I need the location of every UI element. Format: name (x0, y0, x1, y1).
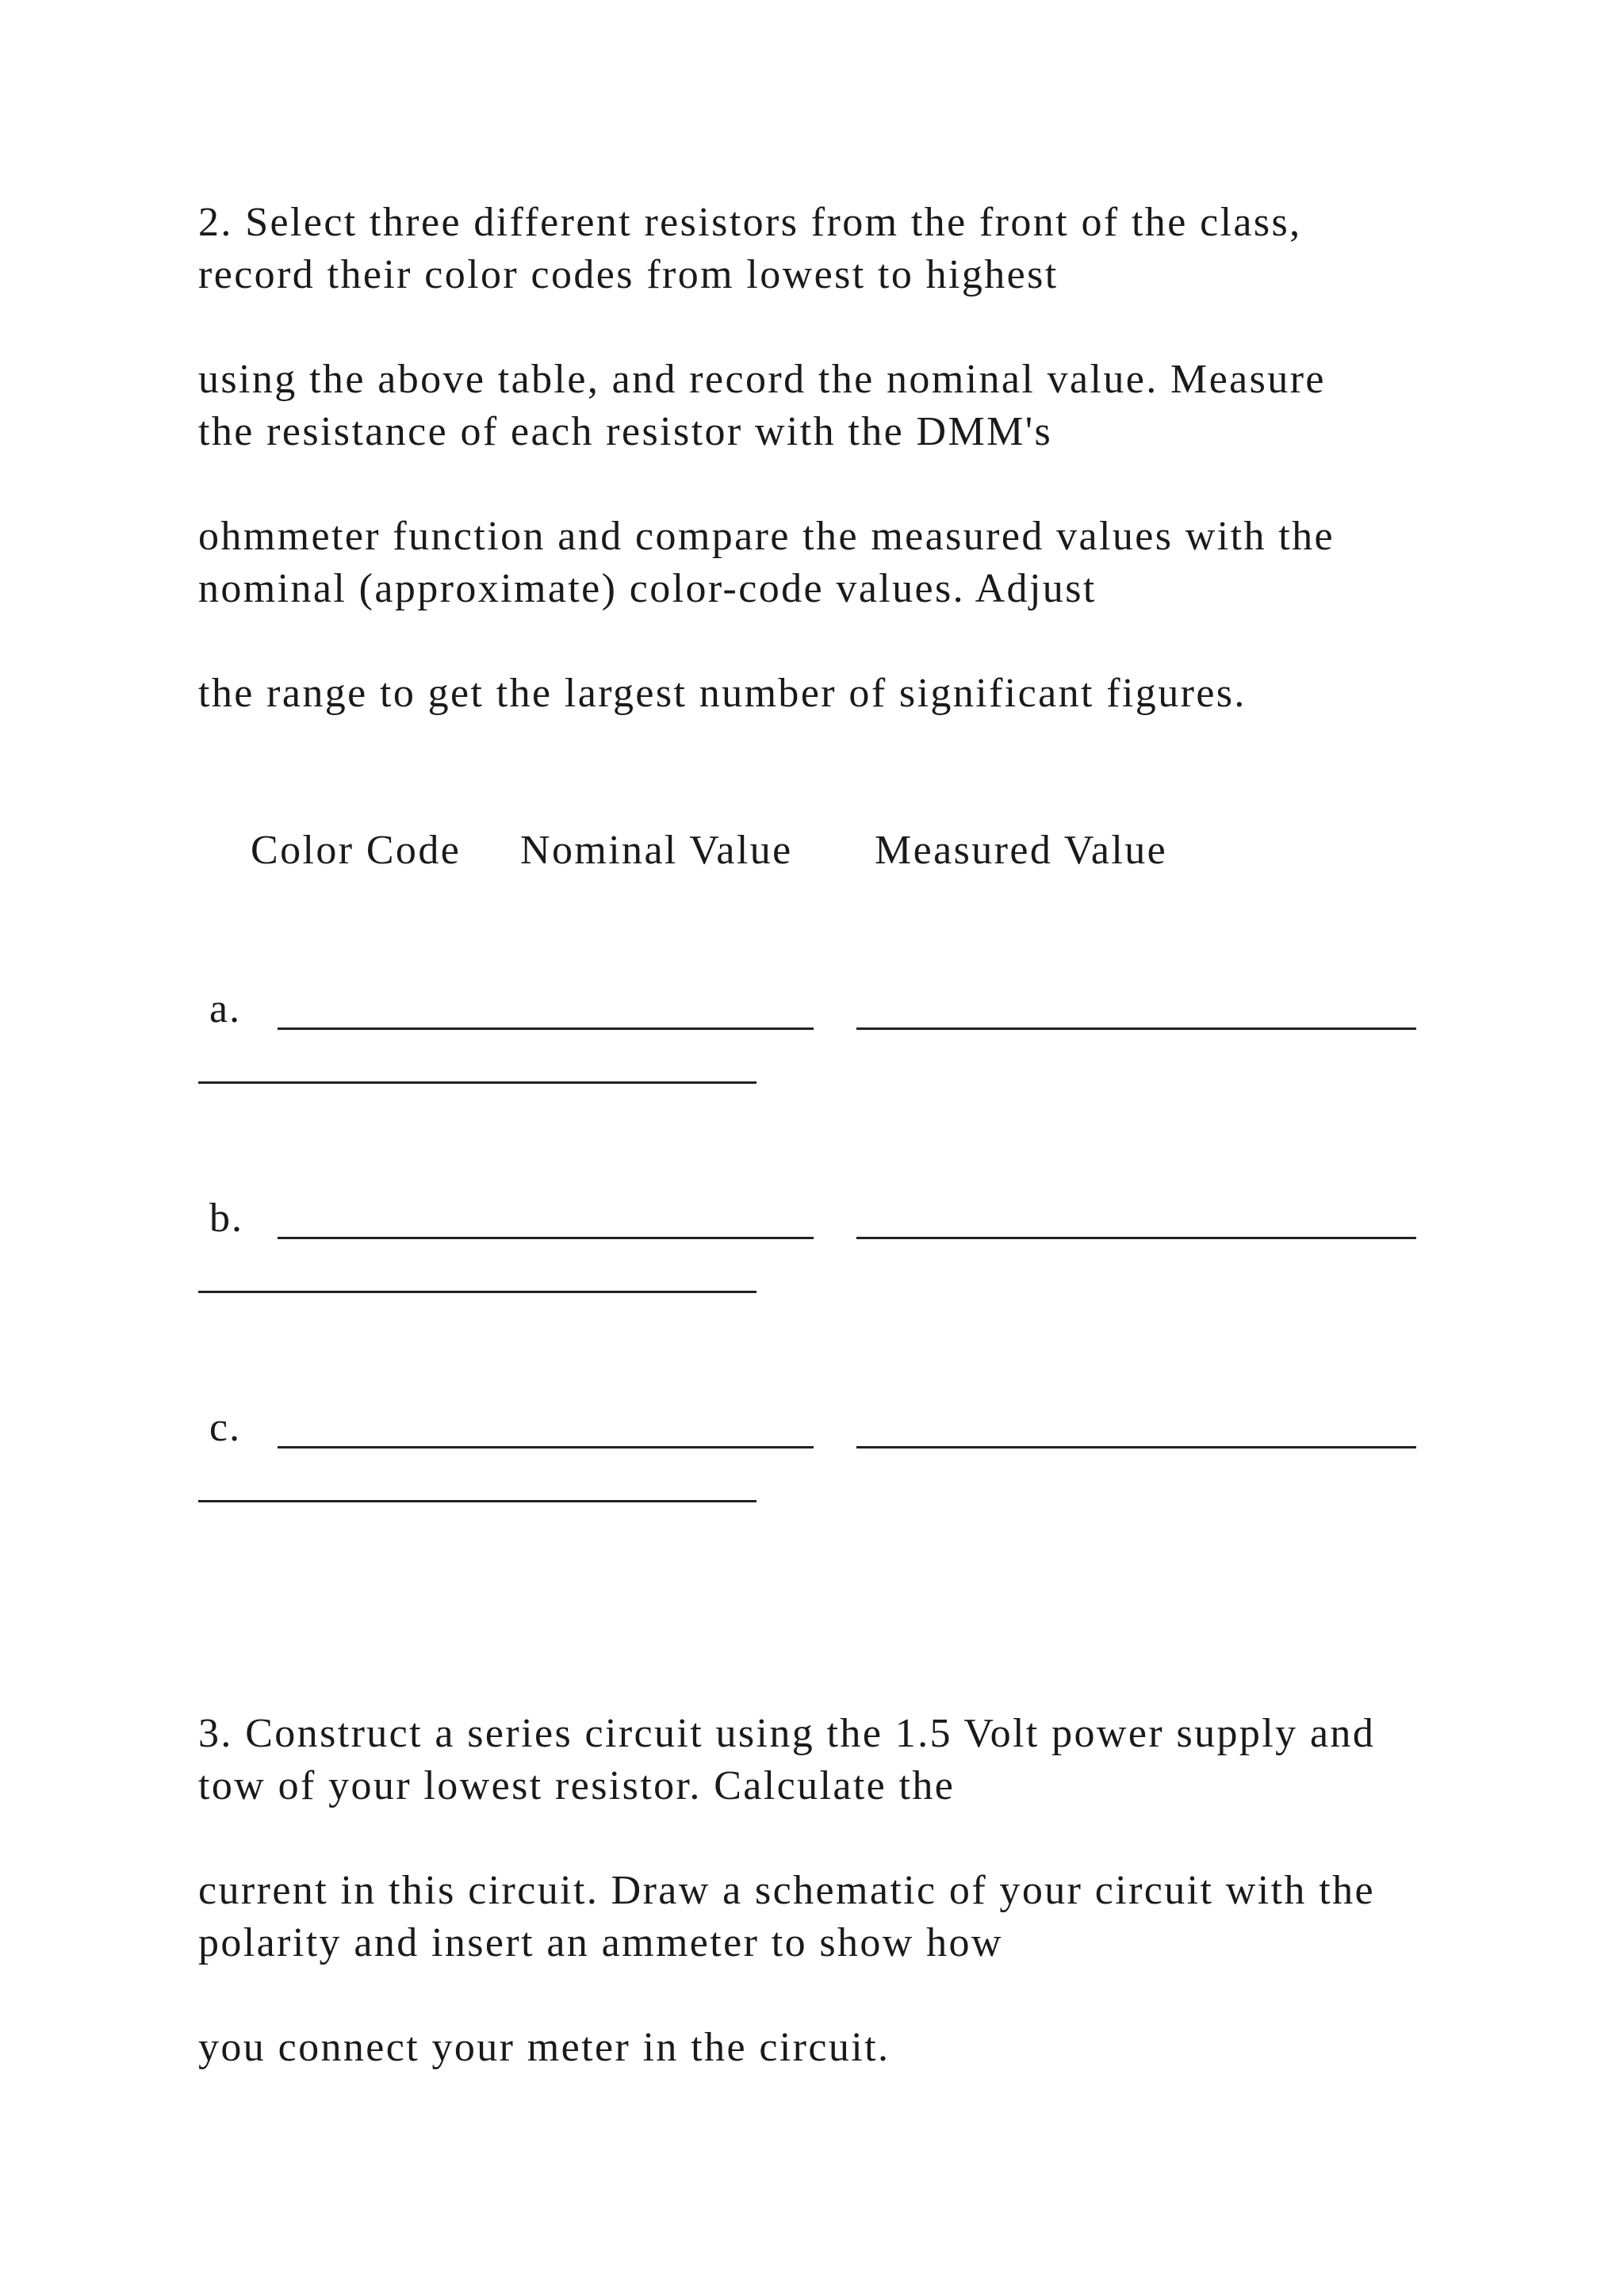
row-c-blank-color-code[interactable] (278, 1446, 814, 1448)
q2-line-7: the range to get the largest number of significant figures. (198, 671, 1247, 716)
row-c-blank-measured-value[interactable] (198, 1500, 756, 1502)
row-b-label: b. (209, 1196, 243, 1241)
q2-line-2: record their color codes from lowest to highest (198, 252, 1059, 297)
row-b-blank-color-code[interactable] (278, 1237, 814, 1239)
row-a-label: a. (209, 986, 242, 1031)
row-b-blank-nominal-value[interactable] (856, 1237, 1416, 1239)
q3-line-3: current in this circuit. Draw a schematic of your circuit with the (198, 1868, 1375, 1913)
q2-line-3: using the above table, and record the nominal value. Measure (198, 357, 1326, 402)
q2-line-6: nominal (approximate) color-code values. Adjust (198, 566, 1097, 611)
row-a-blank-measured-value[interactable] (198, 1081, 756, 1084)
q3-line-4: polarity and insert an ammeter to show how (198, 1920, 1003, 1965)
row-c-blank-nominal-value[interactable] (856, 1446, 1416, 1448)
row-b-blank-measured-value[interactable] (198, 1291, 756, 1293)
row-c-label: c. (209, 1405, 242, 1450)
q3-line-1: 3. Construct a series circuit using the 1.5 Volt power supply and (198, 1711, 1376, 1756)
q2-line-1: 2. Select three different resistors from the front of the class, (198, 200, 1302, 245)
header-measured-value: Measured Value (875, 828, 1168, 873)
header-nominal-value: Nominal Value (520, 828, 793, 873)
row-a-blank-nominal-value[interactable] (856, 1027, 1416, 1030)
q2-line-4: the resistance of each resistor with the DMM's (198, 409, 1053, 454)
q3-line-5: you connect your meter in the circuit. (198, 2025, 891, 2070)
row-a-blank-color-code[interactable] (278, 1027, 814, 1030)
q3-line-2: tow of your lowest resistor. Calculate the (198, 1763, 956, 1808)
header-color-code: Color Code (251, 828, 462, 873)
q2-line-5: ohmmeter function and compare the measured values with the (198, 514, 1335, 559)
